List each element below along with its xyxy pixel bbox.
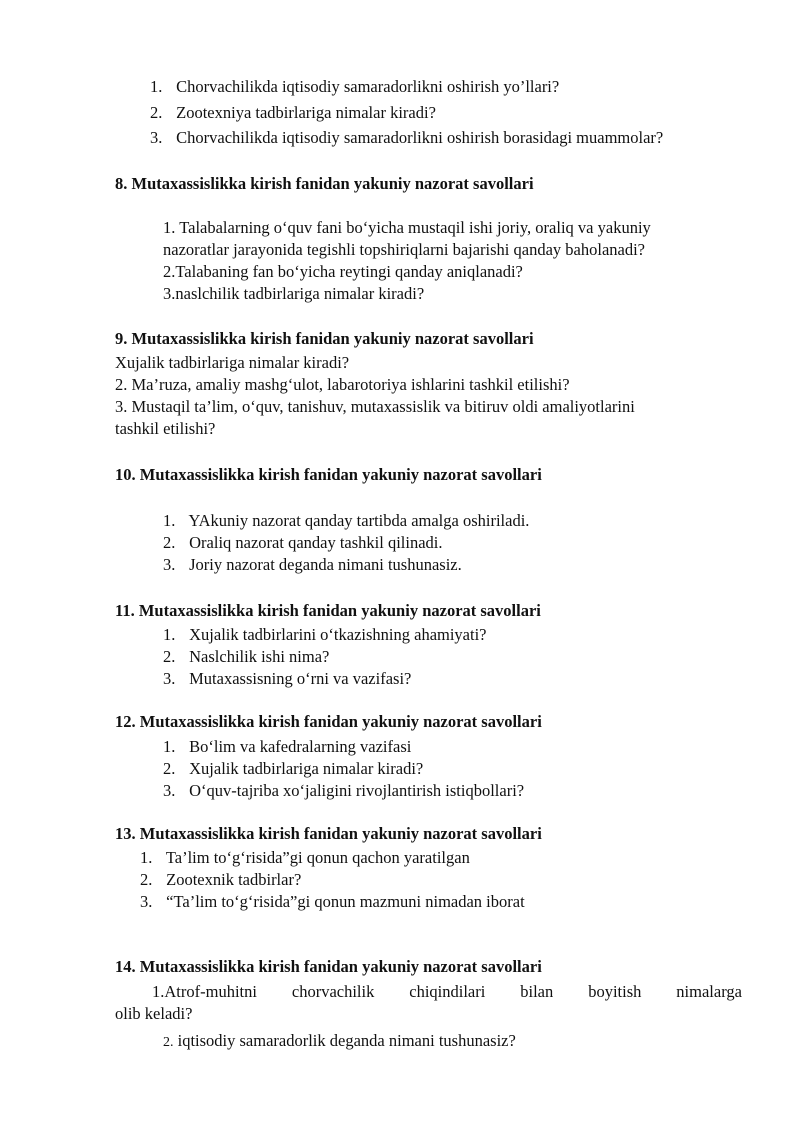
item-text: Zootexnik tadbirlar?: [166, 870, 302, 889]
question-line: tashkil etilishi?: [115, 419, 216, 438]
section-heading: 14. Mutaxassislikka kirish fanidan yakuniy nazorat savollari: [115, 957, 542, 976]
word: chorvachilik: [291, 982, 375, 1001]
question-line: 2.Talabaning fan bo‘yicha reytingi qanday aniqlanadi?: [163, 262, 523, 281]
section-heading: 9. Mutaxassislikka kirish fanidan yakuniy nazorat savollari: [115, 329, 534, 348]
section-heading: 12. Mutaxassislikka kirish fanidan yakuniy nazorat savollari: [115, 712, 542, 731]
list-item: [163, 533, 443, 553]
item-number: 1.: [163, 625, 176, 644]
item-text: Xujalik tadbirlariga nimalar kiradi?: [189, 759, 424, 778]
word: chiqindilari: [409, 982, 486, 1001]
list-item: [163, 737, 411, 757]
question-line: [163, 1031, 516, 1053]
list-item: [163, 511, 529, 531]
list-item: [140, 848, 470, 868]
question-line: [163, 218, 743, 238]
item-number: 1.: [163, 737, 176, 756]
word: 1.Atrof-muhitni: [152, 982, 257, 1001]
item-number: 3.: [140, 892, 153, 911]
item-number: 2.: [163, 1035, 174, 1050]
item-number: 2.: [163, 759, 176, 778]
list-item: [163, 625, 487, 645]
word: bilan: [520, 982, 554, 1001]
item-text: iqtisodiy samaradorlik deganda nimani tushunasiz?: [177, 1031, 516, 1050]
item-number: 1.: [150, 77, 163, 96]
item-text: Mutaxassisning o‘rni va vazifasi?: [189, 669, 412, 688]
item-text: Xujalik tadbirlarini o‘tkazishning ahamiyati?: [189, 625, 487, 644]
list-item: [163, 647, 329, 667]
question-line: 3. Mustaqil ta’lim, o‘quv, tanishuv, mutaxassislik va bitiruv oldi amaliyotlarini: [115, 397, 635, 416]
item-text: Bo‘lim va kafedralarning vazifasi: [189, 737, 412, 756]
item-text: Naslchilik ishi nima?: [189, 647, 330, 666]
item-number: 2.: [163, 533, 176, 552]
list-item: [163, 669, 411, 689]
section-heading: 10. Mutaxassislikka kirish fanidan yakuniy nazorat savollari: [115, 465, 542, 484]
item-number: 1.: [163, 511, 176, 530]
section-heading: 8. Mutaxassislikka kirish fanidan yakuniy nazorat savollari: [115, 174, 534, 193]
item-text: Ta’lim to‘g‘risida”gi qonun qachon yaratilgan: [165, 848, 470, 867]
list-item: [150, 103, 436, 123]
list-item: [163, 781, 524, 801]
item-number: 3.: [163, 781, 176, 800]
item-text: Chorvachilikda iqtisodiy samaradorlikni oshirish borasidagi muammolar?: [176, 128, 664, 147]
question-line: nazoratlar jarayonida tegishli topshiriqlarni bajarishi qanday baholanadi?: [163, 240, 645, 259]
list-item: [163, 759, 423, 779]
list-item: [140, 870, 301, 890]
question-line: Xujalik tadbirlariga nimalar kiradi?: [115, 353, 350, 372]
question-line: 2. Ma’ruza, amaliy mashg‘ulot, labarotoriya ishlarini tashkil etilishi?: [115, 375, 570, 394]
item-text: Oraliq nazorat qanday tashkil qilinadi.: [189, 533, 443, 552]
item-number: 3.: [150, 128, 163, 147]
item-text: YAkuniy nazorat qanday tartibda amalga oshiriladi.: [188, 511, 530, 530]
item-number: 2.: [140, 870, 153, 889]
question-line: 3.naslchilik tadbirlariga nimalar kiradi?: [163, 284, 425, 303]
question-line: [152, 982, 742, 1002]
item-text: Joriy nazorat deganda nimani tushunasiz.: [189, 555, 462, 574]
list-item: [150, 77, 559, 97]
item-text: Chorvachilikda iqtisodiy samaradorlikni oshirish yo’llari?: [176, 77, 560, 96]
item-number: 1.: [140, 848, 153, 867]
question-line: olib keladi?: [115, 1004, 193, 1023]
word: nimalarga: [676, 982, 742, 1001]
section-heading: 13. Mutaxassislikka kirish fanidan yakuniy nazorat savollari: [115, 824, 542, 843]
item-text: “Ta’lim to‘g‘risida”gi qonun mazmuni nimadan iborat: [166, 892, 525, 911]
item-text: Zootexniya tadbirlariga nimalar kiradi?: [176, 103, 436, 122]
item-number: 2.: [150, 103, 163, 122]
question-text: 1. Talabalarning o‘quv fani bo‘yicha mustaqil ishi joriy, oraliq va yakuniy: [163, 218, 651, 237]
list-item: [140, 892, 525, 912]
item-number: 3.: [163, 669, 176, 688]
word: boyitish: [588, 982, 642, 1001]
item-text: O‘quv-tajriba xo‘jaligini rivojlantirish istiqbollari?: [189, 781, 525, 800]
list-item: [150, 128, 663, 148]
section-heading: 11. Mutaxassislikka kirish fanidan yakuniy nazorat savollari: [115, 601, 541, 620]
item-number: 3.: [163, 555, 176, 574]
item-number: 2.: [163, 647, 176, 666]
list-item: [163, 555, 462, 575]
